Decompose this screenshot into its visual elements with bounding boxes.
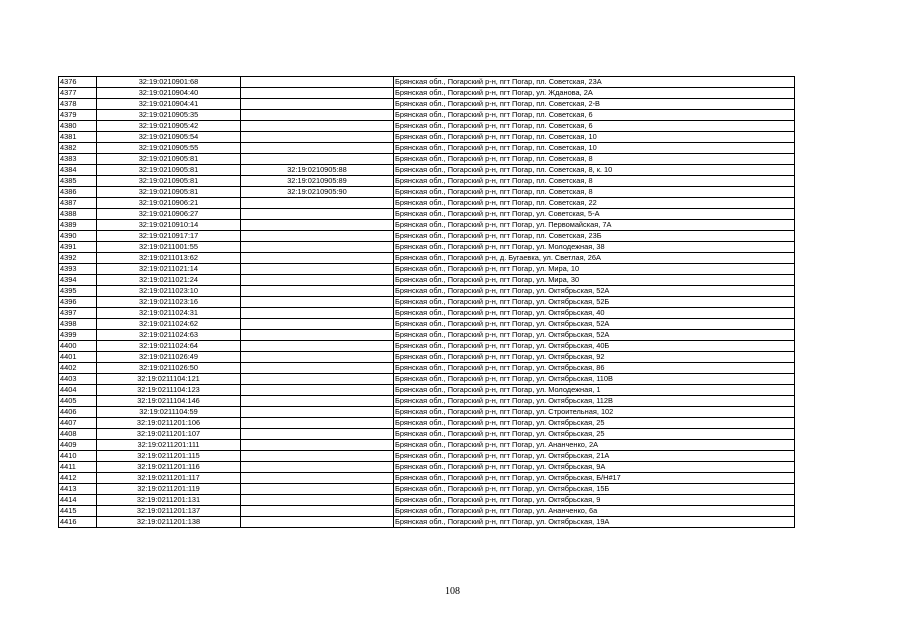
row-number-cell: 4382: [59, 143, 97, 154]
linked-cadastral-number-cell: [241, 99, 394, 110]
cadastral-number-cell: 32:19:0211023:16: [97, 297, 241, 308]
address-cell: Брянская обл., Погарский р-н, пгт Погар, ул. Октябрьская, 40Б: [394, 341, 795, 352]
row-number-cell: 4408: [59, 429, 97, 440]
table-row: [59, 77, 795, 88]
row-number-cell: 4390: [59, 231, 97, 242]
address-cell: Брянская обл., Погарский р-н, пгт Погар, ул. Октябрьская, 92: [394, 352, 795, 363]
address-cell: Брянская обл., Погарский р-н, пгт Погар, ул. Советская, 5-А: [394, 209, 795, 220]
address-cell: Брянская обл., Погарский р-н, пгт Погар, ул. Строительная, 102: [394, 407, 795, 418]
table-row: [59, 275, 795, 286]
linked-cadastral-number-cell: [241, 308, 394, 319]
row-number-cell: 4397: [59, 308, 97, 319]
linked-cadastral-number-cell: [241, 396, 394, 407]
address-cell: Брянская обл., Погарский р-н, пгт Погар, ул. Молодежная, 38: [394, 242, 795, 253]
row-number-cell: 4392: [59, 253, 97, 264]
row-number-cell: 4385: [59, 176, 97, 187]
cadastral-number-cell: 32:19:0210904:41: [97, 99, 241, 110]
address-cell: Брянская обл., Погарский р-н, пгт Погар, пл. Советская, 22: [394, 198, 795, 209]
cadastral-number-cell: 32:19:0210905:42: [97, 121, 241, 132]
cadastral-number-cell: 32:19:0211013:62: [97, 253, 241, 264]
table-row: [59, 319, 795, 330]
table-row: [59, 209, 795, 220]
row-number-cell: 4410: [59, 451, 97, 462]
cadastral-number-cell: 32:19:0211201:115: [97, 451, 241, 462]
table-row: [59, 374, 795, 385]
row-number-cell: 4402: [59, 363, 97, 374]
table-row: [59, 187, 795, 198]
table-row: [59, 88, 795, 99]
linked-cadastral-number-cell: [241, 374, 394, 385]
linked-cadastral-number-cell: [241, 352, 394, 363]
table-row: [59, 99, 795, 110]
row-number-cell: 4384: [59, 165, 97, 176]
address-cell: Брянская обл., Погарский р-н, пгт Погар, ул. Жданова, 2А: [394, 88, 795, 99]
table-row: [59, 462, 795, 473]
cadastral-number-cell: 32:19:0210905:81: [97, 187, 241, 198]
table-row: [59, 165, 795, 176]
linked-cadastral-number-cell: [241, 88, 394, 99]
row-number-cell: 4401: [59, 352, 97, 363]
cadastral-number-cell: 32:19:0210917:17: [97, 231, 241, 242]
table-row: [59, 396, 795, 407]
linked-cadastral-number-cell: [241, 462, 394, 473]
row-number-cell: 4398: [59, 319, 97, 330]
row-number-cell: 4406: [59, 407, 97, 418]
linked-cadastral-number-cell: [241, 506, 394, 517]
table-row: [59, 407, 795, 418]
table-row: [59, 264, 795, 275]
table-row: [59, 286, 795, 297]
linked-cadastral-number-cell: [241, 429, 394, 440]
address-cell: Брянская обл., Погарский р-н, пгт Погар, ул. Октябрьская, 21А: [394, 451, 795, 462]
row-number-cell: 4376: [59, 77, 97, 88]
address-cell: Брянская обл., Погарский р-н, пгт Погар, ул. Октябрьская, 15Б: [394, 484, 795, 495]
row-number-cell: 4379: [59, 110, 97, 121]
row-number-cell: 4389: [59, 220, 97, 231]
row-number-cell: 4380: [59, 121, 97, 132]
address-cell: Брянская обл., Погарский р-н, пгт Погар, пл. Советская, 6: [394, 110, 795, 121]
linked-cadastral-number-cell: [241, 77, 394, 88]
linked-cadastral-number-cell: [241, 407, 394, 418]
linked-cadastral-number-cell: [241, 341, 394, 352]
linked-cadastral-number-cell: [241, 451, 394, 462]
linked-cadastral-number-cell: [241, 242, 394, 253]
row-number-cell: 4409: [59, 440, 97, 451]
row-number-cell: 4395: [59, 286, 97, 297]
linked-cadastral-number-cell: 32:19:0210905:89: [241, 176, 394, 187]
page-number: 108: [445, 586, 460, 597]
address-cell: Брянская обл., Погарский р-н, пгт Погар, ул. Октябрьская, 52А: [394, 330, 795, 341]
row-number-cell: 4412: [59, 473, 97, 484]
cadastral-number-cell: 32:19:0211201:138: [97, 517, 241, 528]
row-number-cell: 4394: [59, 275, 97, 286]
table-row: [59, 176, 795, 187]
row-number-cell: 4399: [59, 330, 97, 341]
linked-cadastral-number-cell: [241, 198, 394, 209]
table-row: [59, 363, 795, 374]
linked-cadastral-number-cell: [241, 473, 394, 484]
row-number-cell: 4387: [59, 198, 97, 209]
address-cell: Брянская обл., Погарский р-н, пгт Погар, ул. Октябрьская, 9А: [394, 462, 795, 473]
linked-cadastral-number-cell: [241, 264, 394, 275]
row-number-cell: 4377: [59, 88, 97, 99]
table-row: [59, 341, 795, 352]
linked-cadastral-number-cell: [241, 121, 394, 132]
table-row: [59, 198, 795, 209]
table-row: [59, 506, 795, 517]
table-row: [59, 220, 795, 231]
cadastral-number-cell: 32:19:0210906:21: [97, 198, 241, 209]
row-number-cell: 4407: [59, 418, 97, 429]
address-cell: Брянская обл., Погарский р-н, пгт Погар, ул. Октябрьская, Б/Н#17: [394, 473, 795, 484]
address-cell: Брянская обл., Погарский р-н, пгт Погар, ул. Октябрьская, 52А: [394, 319, 795, 330]
cadastral-number-cell: 32:19:0210905:81: [97, 154, 241, 165]
cadastral-number-cell: 32:19:0211024:64: [97, 341, 241, 352]
linked-cadastral-number-cell: [241, 143, 394, 154]
row-number-cell: 4386: [59, 187, 97, 198]
row-number-cell: 4391: [59, 242, 97, 253]
row-number-cell: 4400: [59, 341, 97, 352]
table-row: [59, 385, 795, 396]
cadastral-number-cell: 32:19:0211201:137: [97, 506, 241, 517]
address-cell: Брянская обл., Погарский р-н, пгт Погар, ул. Молодежная, 1: [394, 385, 795, 396]
address-cell: Брянская обл., Погарский р-н, пгт Погар, ул. Октябрьская, 52А: [394, 286, 795, 297]
cadastral-number-cell: 32:19:0211201:119: [97, 484, 241, 495]
cadastral-number-cell: 32:19:0211104:146: [97, 396, 241, 407]
table-row: [59, 429, 795, 440]
address-cell: Брянская обл., Погарский р-н, пгт Погар, пл. Советская, 23А: [394, 77, 795, 88]
address-cell: Брянская обл., Погарский р-н, пгт Погар, ул. Октябрьская, 40: [394, 308, 795, 319]
cadastral-number-cell: 32:19:0210901:68: [97, 77, 241, 88]
address-cell: Брянская обл., Погарский р-н, пгт Погар, ул. Октябрьская, 19А: [394, 517, 795, 528]
cadastral-number-cell: 32:19:0210910:14: [97, 220, 241, 231]
address-cell: Брянская обл., Погарский р-н, пгт Погар, ул. Октябрьская, 86: [394, 363, 795, 374]
linked-cadastral-number-cell: 32:19:0210905:90: [241, 187, 394, 198]
cadastral-number-cell: 32:19:0211104:59: [97, 407, 241, 418]
table-row: [59, 517, 795, 528]
address-cell: Брянская обл., Погарский р-н, пгт Погар, ул. Октябрьская, 25: [394, 418, 795, 429]
table-row: [59, 495, 795, 506]
address-cell: Брянская обл., Погарский р-н, д. Бугаевка, ул. Светлая, 26А: [394, 253, 795, 264]
table-row: [59, 297, 795, 308]
row-number-cell: 4396: [59, 297, 97, 308]
address-cell: Брянская обл., Погарский р-н, пгт Погар, пл. Советская, 6: [394, 121, 795, 132]
linked-cadastral-number-cell: [241, 286, 394, 297]
address-cell: Брянская обл., Погарский р-н, пгт Погар, ул. Октябрьская, 52Б: [394, 297, 795, 308]
table-row: [59, 242, 795, 253]
property-table: [58, 76, 795, 528]
cadastral-number-cell: 32:19:0211001:55: [97, 242, 241, 253]
linked-cadastral-number-cell: [241, 209, 394, 220]
table-row: [59, 330, 795, 341]
cadastral-number-cell: 32:19:0211021:14: [97, 264, 241, 275]
address-cell: Брянская обл., Погарский р-н, пгт Погар, пл. Советская, 8, к. 10: [394, 165, 795, 176]
address-cell: Брянская обл., Погарский р-н, пгт Погар, ул. Мира, 10: [394, 264, 795, 275]
cadastral-number-cell: 32:19:0211201:131: [97, 495, 241, 506]
linked-cadastral-number-cell: [241, 363, 394, 374]
row-number-cell: 4378: [59, 99, 97, 110]
row-number-cell: 4381: [59, 132, 97, 143]
cadastral-number-cell: 32:19:0211201:111: [97, 440, 241, 451]
cadastral-number-cell: 32:19:0211026:49: [97, 352, 241, 363]
row-number-cell: 4411: [59, 462, 97, 473]
cadastral-number-cell: 32:19:0211024:31: [97, 308, 241, 319]
row-number-cell: 4404: [59, 385, 97, 396]
address-cell: Брянская обл., Погарский р-н, пгт Погар, пл. Советская, 2-В: [394, 99, 795, 110]
cadastral-number-cell: 32:19:0211201:106: [97, 418, 241, 429]
row-number-cell: 4413: [59, 484, 97, 495]
row-number-cell: 4403: [59, 374, 97, 385]
cadastral-number-cell: 32:19:0211201:107: [97, 429, 241, 440]
cadastral-number-cell: 32:19:0210905:55: [97, 143, 241, 154]
linked-cadastral-number-cell: 32:19:0210905:88: [241, 165, 394, 176]
table-row: [59, 418, 795, 429]
cadastral-number-cell: 32:19:0211201:116: [97, 462, 241, 473]
linked-cadastral-number-cell: [241, 418, 394, 429]
linked-cadastral-number-cell: [241, 495, 394, 506]
linked-cadastral-number-cell: [241, 253, 394, 264]
linked-cadastral-number-cell: [241, 297, 394, 308]
linked-cadastral-number-cell: [241, 385, 394, 396]
address-cell: Брянская обл., Погарский р-н, пгт Погар, пл. Советская, 23Б: [394, 231, 795, 242]
table-row: [59, 110, 795, 121]
property-table-body: [59, 77, 795, 528]
linked-cadastral-number-cell: [241, 517, 394, 528]
address-cell: Брянская обл., Погарский р-н, пгт Погар, пл. Советская, 8: [394, 154, 795, 165]
table-row: [59, 132, 795, 143]
address-cell: Брянская обл., Погарский р-н, пгт Погар, ул. Октябрьская, 25: [394, 429, 795, 440]
cadastral-number-cell: 32:19:0210906:27: [97, 209, 241, 220]
address-cell: Брянская обл., Погарский р-н, пгт Погар, ул. Первомайская, 7А: [394, 220, 795, 231]
table-row: [59, 143, 795, 154]
table-row: [59, 352, 795, 363]
table-row: [59, 484, 795, 495]
address-cell: Брянская обл., Погарский р-н, пгт Погар, ул. Октябрьская, 112В: [394, 396, 795, 407]
linked-cadastral-number-cell: [241, 330, 394, 341]
address-cell: Брянская обл., Погарский р-н, пгт Погар, ул. Мира, 30: [394, 275, 795, 286]
address-cell: Брянская обл., Погарский р-н, пгт Погар, пл. Советская, 10: [394, 143, 795, 154]
address-cell: Брянская обл., Погарский р-н, пгт Погар, пл. Советская, 8: [394, 176, 795, 187]
row-number-cell: 4405: [59, 396, 97, 407]
address-cell: Брянская обл., Погарский р-н, пгт Погар, ул. Ананченко, 6а: [394, 506, 795, 517]
address-cell: Брянская обл., Погарский р-н, пгт Погар, ул. Ананченко, 2А: [394, 440, 795, 451]
address-cell: Брянская обл., Погарский р-н, пгт Погар, ул. Октябрьская, 110В: [394, 374, 795, 385]
linked-cadastral-number-cell: [241, 220, 394, 231]
address-cell: Брянская обл., Погарский р-н, пгт Погар, пл. Советская, 8: [394, 187, 795, 198]
linked-cadastral-number-cell: [241, 319, 394, 330]
cadastral-number-cell: 32:19:0211024:63: [97, 330, 241, 341]
table-row: [59, 253, 795, 264]
linked-cadastral-number-cell: [241, 231, 394, 242]
table-row: [59, 231, 795, 242]
row-number-cell: 4414: [59, 495, 97, 506]
row-number-cell: 4383: [59, 154, 97, 165]
row-number-cell: 4393: [59, 264, 97, 275]
cadastral-number-cell: 32:19:0210904:40: [97, 88, 241, 99]
cadastral-number-cell: 32:19:0211023:10: [97, 286, 241, 297]
address-cell: Брянская обл., Погарский р-н, пгт Погар, ул. Октябрьская, 9: [394, 495, 795, 506]
linked-cadastral-number-cell: [241, 132, 394, 143]
cadastral-number-cell: 32:19:0211201:117: [97, 473, 241, 484]
table-row: [59, 308, 795, 319]
cadastral-number-cell: 32:19:0210905:35: [97, 110, 241, 121]
linked-cadastral-number-cell: [241, 110, 394, 121]
row-number-cell: 4388: [59, 209, 97, 220]
linked-cadastral-number-cell: [241, 154, 394, 165]
linked-cadastral-number-cell: [241, 484, 394, 495]
table-row: [59, 154, 795, 165]
cadastral-number-cell: 32:19:0210905:81: [97, 176, 241, 187]
address-cell: Брянская обл., Погарский р-н, пгт Погар, пл. Советская, 10: [394, 132, 795, 143]
row-number-cell: 4416: [59, 517, 97, 528]
cadastral-number-cell: 32:19:0211104:123: [97, 385, 241, 396]
table-row: [59, 121, 795, 132]
cadastral-number-cell: 32:19:0210905:81: [97, 165, 241, 176]
table-row: [59, 473, 795, 484]
row-number-cell: 4415: [59, 506, 97, 517]
linked-cadastral-number-cell: [241, 275, 394, 286]
cadastral-number-cell: 32:19:0211104:121: [97, 374, 241, 385]
cadastral-number-cell: 32:19:0210905:54: [97, 132, 241, 143]
cadastral-number-cell: 32:19:0211024:62: [97, 319, 241, 330]
table-row: [59, 440, 795, 451]
cadastral-number-cell: 32:19:0211021:24: [97, 275, 241, 286]
table-row: [59, 451, 795, 462]
linked-cadastral-number-cell: [241, 440, 394, 451]
cadastral-number-cell: 32:19:0211026:50: [97, 363, 241, 374]
